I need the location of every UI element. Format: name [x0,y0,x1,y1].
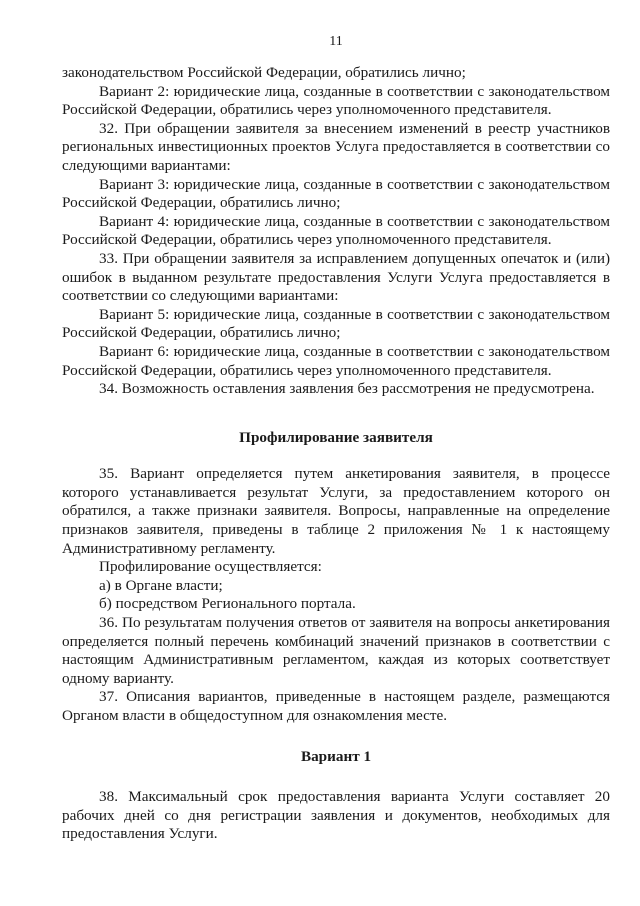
paragraph: 33. При обращении заявителя за исправлением допущенных опечаток и (или) ошибок в выданном результате предоставления Услуги Услуга предоставляется в соответствии со следующими вариантами: [62,249,610,305]
paragraph: Вариант 3: юридические лица, созданные в соответствии с законодательством Российской Федерации, обратились лично; [62,175,610,212]
paragraph: Вариант 4: юридические лица, созданные в соответствии с законодательством Российской Федерации, обратились через уполномоченного представителя. [62,212,610,249]
paragraph: 37. Описания вариантов, приведенные в настоящем разделе, размещаются Органом власти в общедоступном для ознакомления месте. [62,688,610,724]
section-heading: Профилирование заявителя [239,428,433,446]
list-item: а) в Органе власти; [99,576,223,594]
document-page [62,34,610,844]
paragraph: 32. При обращении заявителя за внесением изменений в реестр участников региональных инвестиционных проектов Услуга предоставляется в соответствии со следующими вариантами: [62,119,610,174]
paragraph: законодательством Российской Федерации, обратились лично; [62,64,466,81]
list-item: б) посредством Регионального портала. [99,595,356,613]
paragraph: Профилирование осуществляется: [99,558,322,576]
section-heading: Вариант 1 [300,747,372,765]
paragraph: Вариант 5: юридические лица, созданные в соответствии с законодательством Российской Федерации, обратились лично; [62,305,610,342]
paragraph: Вариант 6: юридические лица, созданные в соответствии с законодательством Российской Федерации, обратились через уполномоченного представителя. [62,342,610,379]
paragraph: Вариант 2: юридические лица, созданные в соответствии с законодательством Российской Федерации, обратились через уполномоченного представителя. [62,82,610,119]
paragraph: 38. Максимальный срок предоставления варианта Услуги составляет 20 рабочих дней со дня регистрации заявления и документов, необходимых для предоставления Услуги. [62,788,610,843]
page-number: 11 [329,34,343,49]
paragraph: 36. По результатам получения ответов от заявителя на вопросы анкетирования определяется полный перечень комбинаций значений признаков в соответствии с настоящим Административным регламентом, каждая из которых соответствует одному варианту. [62,614,610,687]
paragraph: 34. Возможность оставления заявления без рассмотрения не предусмотрена. [99,380,595,398]
paragraph: 35. Вариант определяется путем анкетирования заявителя, в процессе которого устанавливается результат Услуги, за предоставлением которого он обратился, а также признаки заявителя. Вопросы, направленные на определение признаков заявителя, приведены в таблице 2 приложения № 1 к настоящему Административному регламенту. [62,465,610,557]
